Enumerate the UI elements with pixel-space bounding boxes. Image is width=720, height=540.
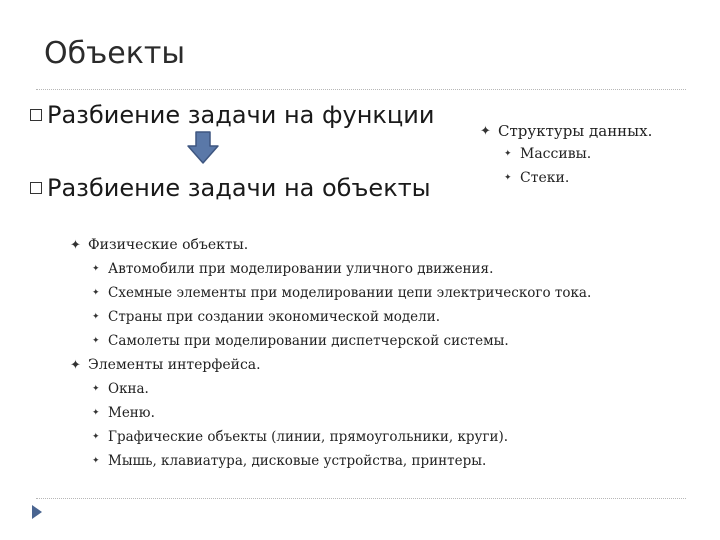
- checkbox-icon: [30, 109, 42, 121]
- top-divider: [36, 89, 686, 90]
- small-four-point-star-icon: ✦: [92, 336, 100, 346]
- main-point-functions: [30, 101, 434, 129]
- list-item: [70, 329, 591, 353]
- small-four-point-star-icon: ✦: [92, 288, 100, 298]
- list-item: [70, 257, 591, 281]
- list-item-text: Схемные элементы при моделировании цепи электрического тока.: [108, 285, 592, 301]
- down-arrow-icon: [186, 131, 220, 165]
- list-item: [70, 449, 591, 473]
- list-item: [70, 305, 591, 329]
- small-four-point-star-icon: ✦: [92, 456, 100, 466]
- small-four-point-star-icon: ✦: [92, 432, 100, 442]
- data-structures-list: [480, 120, 652, 190]
- four-point-star-icon: ✦: [480, 123, 491, 139]
- slide-title: Объекты: [44, 36, 186, 71]
- list-heading: [70, 353, 591, 377]
- small-four-point-star-icon: ✦: [92, 408, 100, 418]
- list-heading-text: Элементы интерфейса.: [88, 357, 261, 373]
- list-item-text: Массивы.: [520, 146, 592, 162]
- four-point-star-icon: ✦: [70, 237, 81, 253]
- small-four-point-star-icon: ✦: [92, 264, 100, 274]
- list-item: [70, 401, 591, 425]
- object-examples-list: [70, 233, 591, 473]
- list-heading: [480, 120, 652, 142]
- list-item-text: Стеки.: [520, 170, 570, 186]
- list-heading: [70, 233, 591, 257]
- list-item-text: Меню.: [108, 405, 155, 421]
- list-item-text: Графические объекты (линии, прямоугольники, круги).: [108, 429, 509, 445]
- list-item: [70, 377, 591, 401]
- bottom-divider: [36, 498, 686, 499]
- main-point-label: Разбиение задачи на функции: [47, 101, 435, 129]
- list-item-text: Окна.: [108, 381, 149, 397]
- list-heading-text: Структуры данных.: [498, 122, 653, 140]
- triangle-right-icon[interactable]: [30, 503, 44, 521]
- small-four-point-star-icon: ✦: [504, 149, 512, 159]
- list-item-text: Страны при создании экономической модели.: [108, 309, 441, 325]
- list-item: [480, 166, 652, 190]
- list-item: [480, 142, 652, 166]
- list-heading-text: Физические объекты.: [88, 237, 249, 253]
- list-item-text: Автомобили при моделировании уличного движения.: [108, 261, 494, 277]
- main-point-label: Разбиение задачи на объекты: [47, 174, 431, 202]
- checkbox-icon: [30, 182, 42, 194]
- main-point-objects: [30, 174, 431, 202]
- small-four-point-star-icon: ✦: [504, 173, 512, 183]
- list-item-text: Самолеты при моделировании диспетчерской системы.: [108, 333, 509, 349]
- list-item: [70, 281, 591, 305]
- small-four-point-star-icon: ✦: [92, 384, 100, 394]
- list-item-text: Мышь, клавиатура, дисковые устройства, принтеры.: [108, 453, 487, 469]
- list-item: [70, 425, 591, 449]
- four-point-star-icon: ✦: [70, 357, 81, 373]
- small-four-point-star-icon: ✦: [92, 312, 100, 322]
